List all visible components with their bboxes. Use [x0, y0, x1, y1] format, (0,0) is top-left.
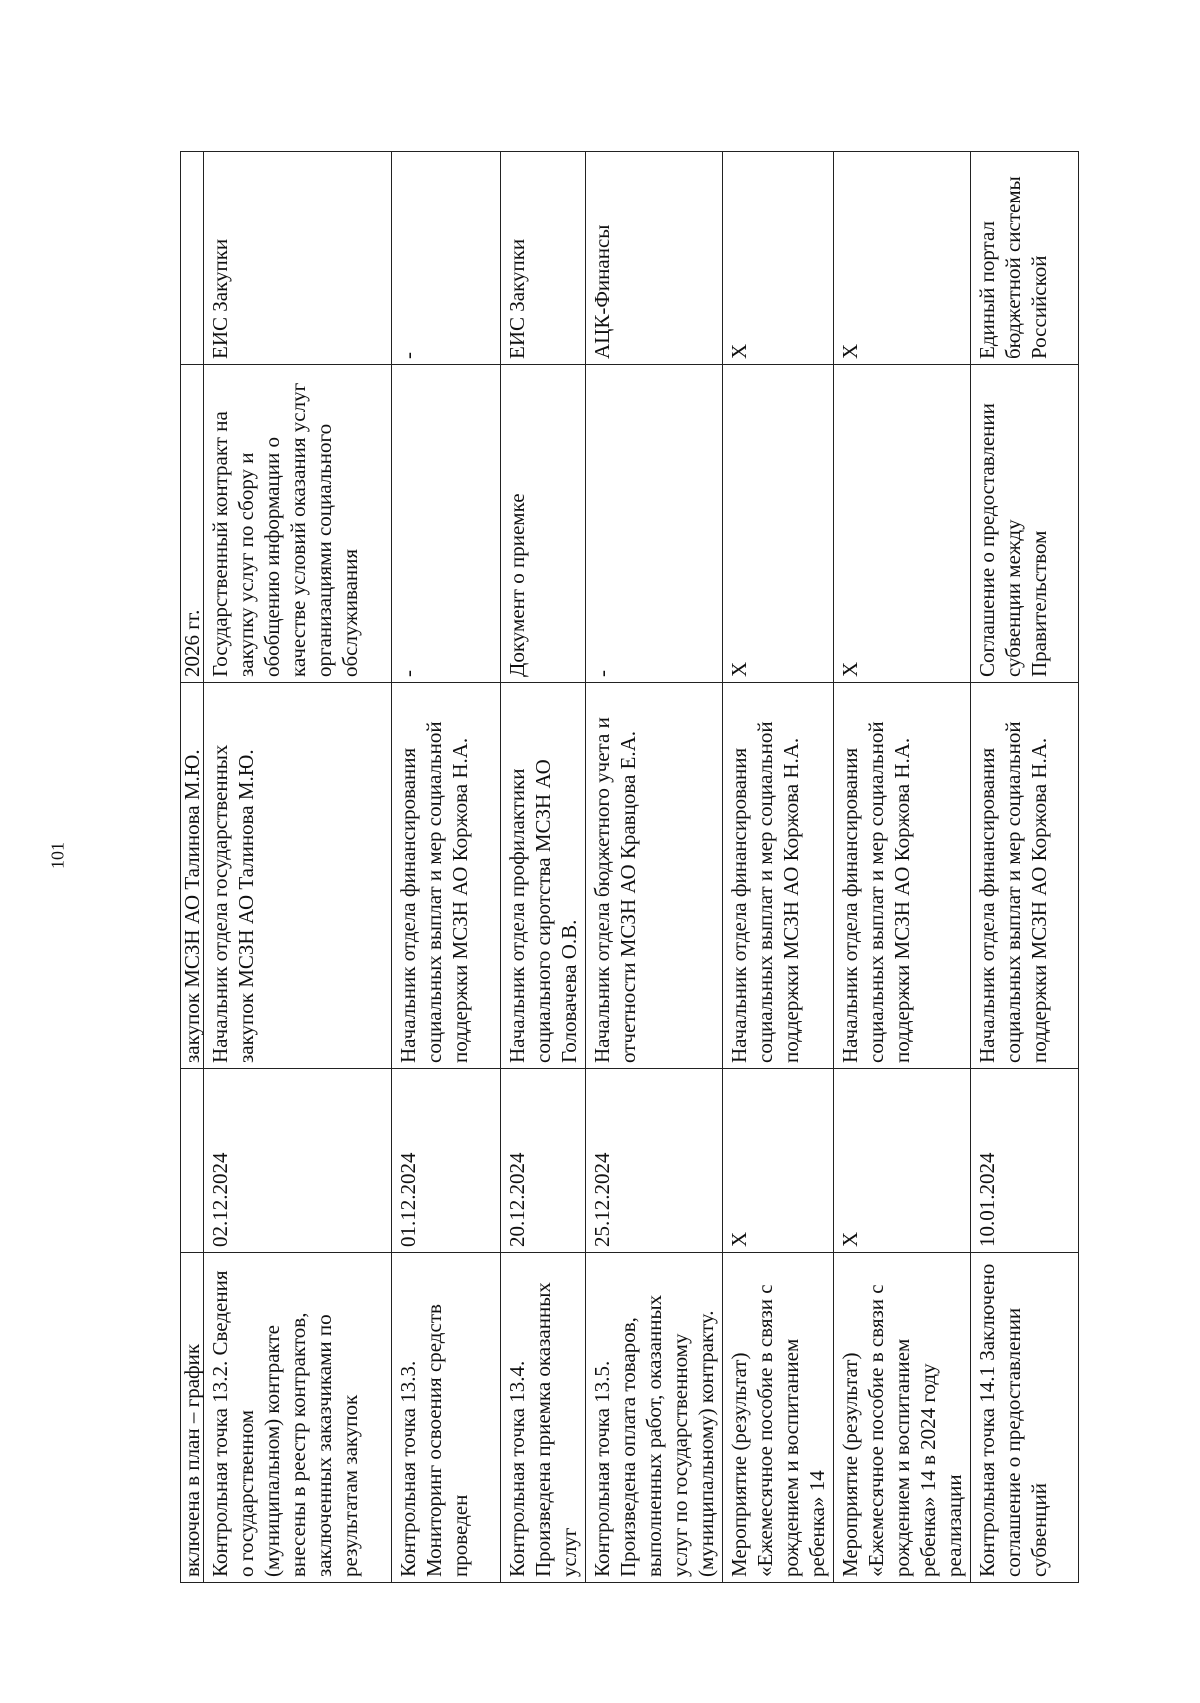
event-cell: Мероприятие (результат) «Ежемесячное пособие в связи с рождением и воспитанием ребенка» 14 в 2024 году реализации: [834, 1253, 971, 1583]
date-cell: Х: [723, 1069, 834, 1253]
document-cell: -: [586, 365, 723, 683]
event-cell: Контрольная точка 13.4. Произведена приемка оказанных услуг: [501, 1253, 586, 1583]
table-header-row: [181, 152, 204, 1583]
date-cell: 25.12.2024: [586, 1069, 723, 1253]
event-cell: Контрольная точка 13.3. Мониторинг освоения средств проведен: [392, 1253, 501, 1583]
date-cell: 02.12.2024: [204, 1069, 392, 1253]
table-row: [392, 152, 501, 1583]
responsible-cell: Начальник отдела финансирования социальных выплат и мер социальной поддержки МСЗН АО Коржова Н.А.: [971, 683, 1079, 1069]
date-cell: 20.12.2024: [501, 1069, 586, 1253]
header-cell: [181, 152, 204, 365]
date-cell: 10.01.2024: [971, 1069, 1079, 1253]
header-cell: 2026 гг.: [181, 365, 204, 683]
system-cell: ЕИС Закупки: [501, 152, 586, 365]
system-cell: Х: [834, 152, 971, 365]
responsible-cell: Начальник отдела финансирования социальных выплат и мер социальной поддержки МСЗН АО Коржова Н.А.: [392, 683, 501, 1069]
document-cell: Соглашение о предоставлении субвенции между Правительством: [971, 365, 1079, 683]
responsible-cell: Начальник отдела финансирования социальных выплат и мер социальной поддержки МСЗН АО Коржова Н.А.: [723, 683, 834, 1069]
responsible-cell: Начальник отдела государственных закупок МСЗН АО Талинова М.Ю.: [204, 683, 392, 1069]
event-cell: Контрольная точка 13.2. Сведения о государственном (муниципальном) контракте внесены в реестр контрактов, заключенных заказчиками по результатам закупок: [204, 1253, 392, 1583]
table-row: [834, 152, 971, 1583]
responsible-cell: Начальник отдела финансирования социальных выплат и мер социальной поддержки МСЗН АО Коржова Н.А.: [834, 683, 971, 1069]
system-cell: ЕИС Закупки: [204, 152, 392, 365]
date-cell: Х: [834, 1069, 971, 1253]
control-points-table: [180, 151, 1079, 1583]
event-cell: Мероприятие (результат) «Ежемесячное пособие в связи с рождением и воспитанием ребенка» 14: [723, 1253, 834, 1583]
table-row: [971, 152, 1079, 1583]
header-cell: включена в план – график: [181, 1253, 204, 1583]
responsible-cell: Начальник отдела бюджетного учета и отчетности МСЗН АО Кравцова Е.А.: [586, 683, 723, 1069]
document-cell: Документ о приемке: [501, 365, 586, 683]
table-row: [501, 152, 586, 1583]
system-cell: -: [392, 152, 501, 365]
table-row: [723, 152, 834, 1583]
header-cell: [181, 1069, 204, 1253]
document-cell: Государственный контракт на закупку услуг по сбору и обобщению информации о качестве условий оказания услуг организациями социального обслуживания: [204, 365, 392, 683]
date-cell: 01.12.2024: [392, 1069, 501, 1253]
system-cell: Единый портал бюджетной системы Российской: [971, 152, 1079, 365]
system-cell: АЦК-Финансы: [586, 152, 723, 365]
event-cell: Контрольная точка 13.5. Произведена оплата товаров, выполненных работ, оказанных услуг по государственному (муниципальному) контракту.: [586, 1253, 723, 1583]
table-frame: [180, 152, 1068, 1583]
document-cell: Х: [834, 365, 971, 683]
header-cell: закупок МСЗН АО Талинова М.Ю.: [181, 683, 204, 1069]
event-cell: Контрольная точка 14.1 Заключено соглашение о предоставлении субвенций: [971, 1253, 1079, 1583]
document-cell: -: [392, 365, 501, 683]
system-cell: Х: [723, 152, 834, 365]
page-number: 101: [47, 842, 68, 869]
document-cell: Х: [723, 365, 834, 683]
table-row: [204, 152, 392, 1583]
responsible-cell: Начальник отдела профилактики социального сиротства МСЗН АО Головачева О.В.: [501, 683, 586, 1069]
table-row: [586, 152, 723, 1583]
